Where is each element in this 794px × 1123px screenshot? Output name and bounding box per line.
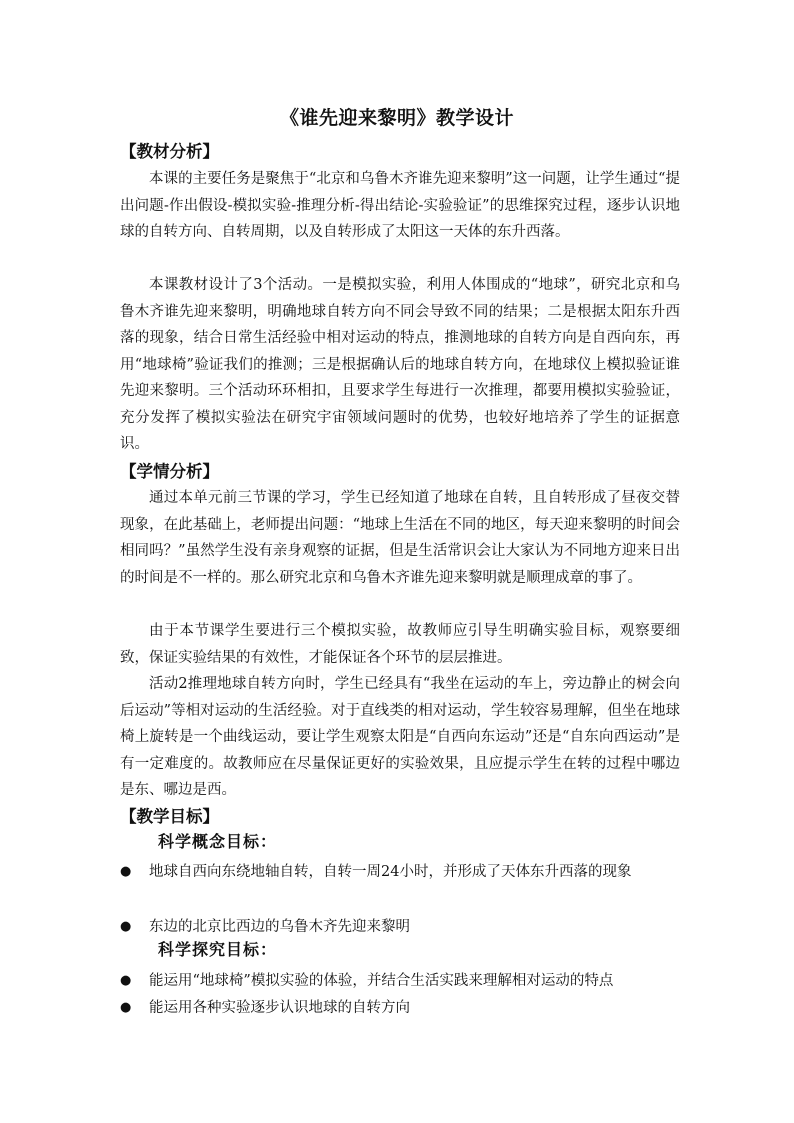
list-item	[120, 968, 680, 995]
list-item-text: 能运用“地球椅”模拟实验的体验，并结合生活实践来理解相对运动的特点	[149, 973, 614, 989]
list-item-text: 地球自西向东绕地轴自转，自转一周24小时，并形成了天体东升西落的现象	[149, 864, 632, 880]
document-title: 《谁先迎来黎明》教学设计	[279, 107, 514, 129]
list-item-text: 能运用各种实验逐步认识地球的自转方向	[149, 1000, 410, 1016]
paragraph: 本课的主要任务是聚焦于“北京和乌鲁木齐谁先迎来黎明”这一问题，让学生通过“提出问题-作出假设-模拟实验-推理分析-得出结论-实验验证”的思维探究过程，逐步认识地球的自转方向、自转周期，以及自转形成了太阳这一天体的东升西落。	[120, 171, 680, 240]
section-heading-teaching-goals: 【教学目标】	[120, 807, 219, 826]
list-item-text: 东边的北京比西边的乌鲁木齐先迎来黎明	[149, 919, 410, 935]
paragraph: 通过本单元前三节课的学习，学生已经知道了地球在自转，且自转形成了昼夜交替现象，在此基础上，老师提出问题：“地球上生活在不同的地区，每天迎来黎明的时间会相同吗？”虽然学生没有亲身观察的证据，但是生活常识会让大家认为不同地方迎来日出的时间是不一样的。那么研究北京和乌鲁木齐谁先迎来黎明就是顺理成章的事了。	[120, 490, 680, 586]
bullet-icon: ●	[120, 973, 132, 988]
paragraph: 本课教材设计了3个活动。一是模拟实验，利用人体围成的“地球”，研究北京和乌鲁木齐谁先迎来黎明，明确地球自转方向不同会导致不同的结果；二是根据太阳东升西落的现象，结合日常生活经验中相对运动的特点，推测地球的自转方向是自西向东，再用“地球椅”验证我们的推测；三是根据确认后的地球自转方向，在地球仪上模拟验证谁先迎来黎明。三个活动环环相扣，且要求学生每进行一次推理，都要用模拟实验验证，充分发挥了模拟实验法在研究宇宙领域问题时的优势，也较好地培养了学生的证据意识。	[120, 277, 680, 452]
section-heading-student-analysis: 【学情分析】	[120, 462, 219, 481]
bullet-icon: ●	[120, 919, 132, 934]
list-item	[120, 995, 680, 1022]
bullet-icon: ●	[120, 864, 132, 879]
paragraph: 活动2推理地球自转方向时，学生已经具有“我坐在运动的车上，旁边静止的树会向后运动”等相对运动的生活经验。对于直线类的相对运动，学生较容易理解，但坐在地球椅上旋转是一个曲线运动，要让学生观察太阳是“自西向东运动”还是“自东向西运动”是有一定难度的。故教师应在尽量保证更好的实验效果，且应提示学生在转的过程中哪边是东、哪边是西。	[120, 676, 680, 798]
section-heading-material-analysis: 【教材分析】	[120, 142, 219, 161]
list-item	[120, 859, 680, 886]
subheading-concept-goals: 科学概念目标：	[158, 832, 278, 851]
subheading-inquiry-goals: 科学探究目标：	[158, 940, 278, 959]
paragraph: 由于本节课学生要进行三个模拟实验，故教师应引导生明确实验目标，观察要细致，保证实验结果的有效性，才能保证各个环节的层层推进。	[120, 623, 680, 666]
bullet-icon: ●	[120, 1000, 132, 1015]
